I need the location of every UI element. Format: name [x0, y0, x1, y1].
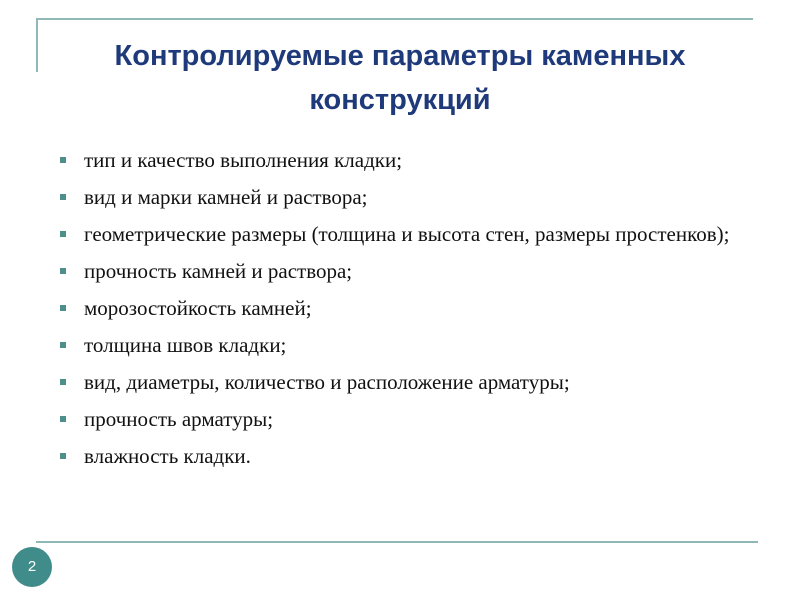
bullet-item — [56, 442, 768, 471]
bullet-text: прочность арматуры; — [84, 407, 274, 431]
bullet-item — [56, 146, 768, 175]
bullet-text: морозостойкость камней; — [84, 296, 312, 320]
bottom-frame-line — [36, 541, 758, 543]
top-frame-line — [36, 18, 753, 20]
square-bullet-icon — [60, 231, 66, 237]
square-bullet-icon — [60, 305, 66, 311]
square-bullet-icon — [60, 379, 66, 385]
square-bullet-icon — [60, 194, 66, 200]
bullet-item — [56, 183, 768, 212]
square-bullet-icon — [60, 268, 66, 274]
slide-title: Контролируемые параметры каменных конструкций — [114, 40, 686, 116]
bullet-item — [56, 368, 768, 397]
bullet-item — [56, 331, 768, 360]
bullet-text: тип и качество выполнения кладки; — [84, 148, 403, 172]
square-bullet-icon — [60, 342, 66, 348]
bullet-item — [56, 405, 768, 434]
bullet-list — [56, 146, 768, 479]
bullet-text: влажность кладки. — [84, 444, 251, 468]
page-number-badge: 2 — [12, 547, 52, 587]
bullet-item — [56, 257, 768, 286]
bullet-item — [56, 294, 768, 323]
square-bullet-icon — [60, 453, 66, 459]
bullet-text: вид и марки камней и раствора; — [84, 185, 368, 209]
bullet-text: прочность камней и раствора; — [84, 259, 353, 283]
square-bullet-icon — [60, 157, 66, 163]
bullet-item — [56, 220, 768, 249]
square-bullet-icon — [60, 416, 66, 422]
bullet-text: геометрические размеры (толщина и высота стен, размеры простенков); — [84, 222, 730, 246]
bullet-text: толщина швов кладки; — [84, 333, 287, 357]
bullet-text: вид, диаметры, количество и расположение арматуры; — [84, 370, 570, 394]
left-frame-line — [36, 18, 38, 72]
